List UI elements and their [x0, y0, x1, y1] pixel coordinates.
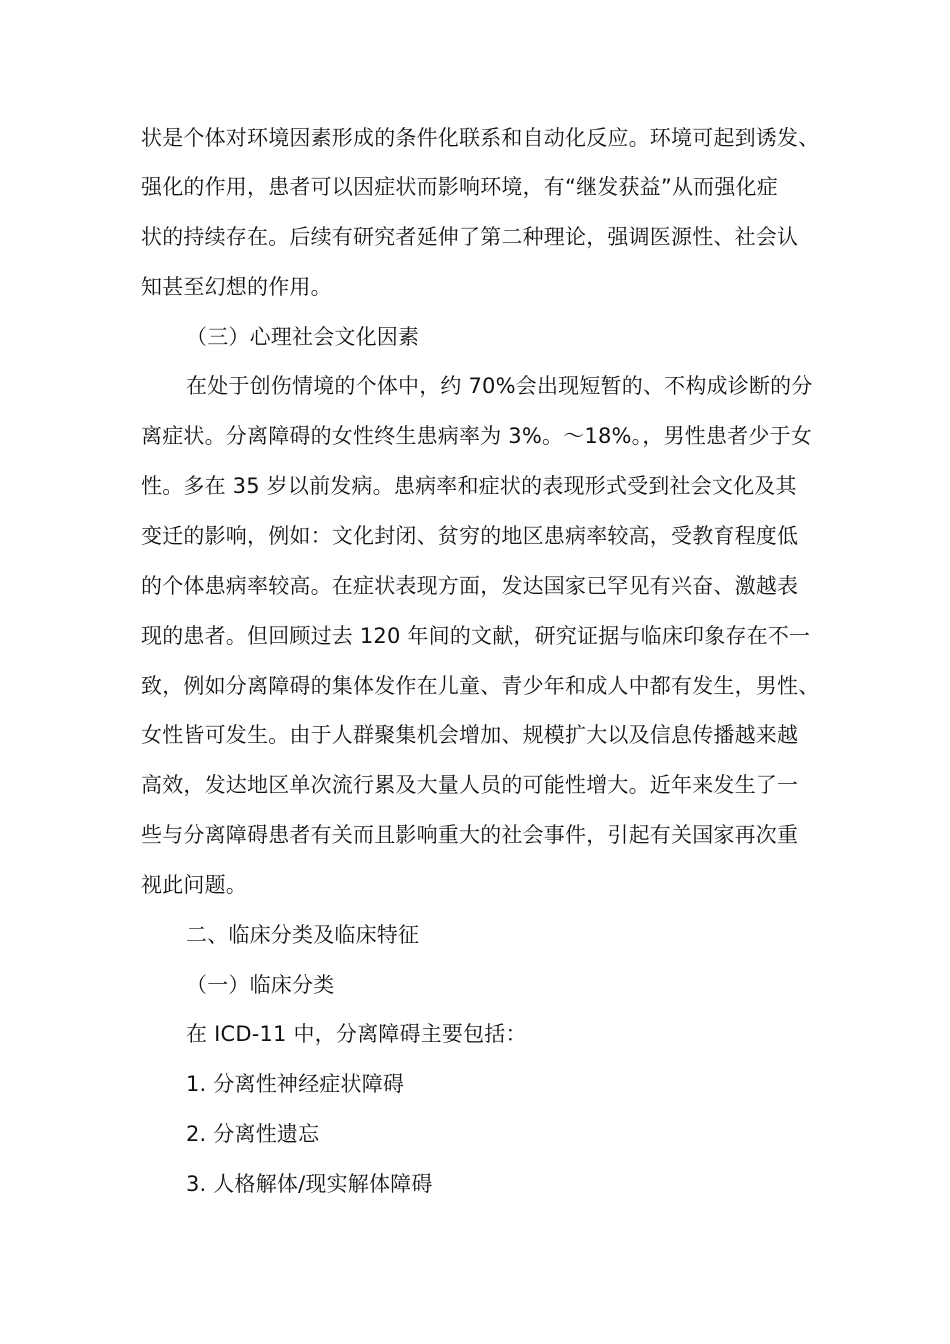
paragraph1-line-1: 状是个体对环境因素形成的条件化联系和自动化反应。环境可起到诱发、 — [141, 126, 820, 150]
list-item: 1. 分离性神经症状障碍 — [186, 1072, 405, 1096]
classification-intro: 在 ICD-11 中，分离障碍主要包括： — [186, 1022, 527, 1046]
paragraph2-line-2: 离症状。分离障碍的女性终生患病率为 3%。～18%。，男性患者少于女 — [141, 424, 812, 448]
paragraph2-line-5: 的个体患病率较高。在症状表现方面，发达国家已罕见有兴奋、激越表 — [141, 574, 799, 598]
section-heading-3: （三）心理社会文化因素 — [186, 325, 420, 349]
paragraph2-line-8: 女性皆可发生。由于人群聚集机会增加、规模扩大以及信息传播越来越 — [141, 723, 799, 747]
part-heading-2: 二、临床分类及临床特征 — [186, 923, 420, 947]
paragraph1-line-3: 状的持续存在。后续有研究者延伸了第二种理论，强调医源性、社会认 — [141, 225, 799, 249]
paragraph2-line-6: 现的患者。但回顾过去 120 年间的文献，研究证据与临床印象存在不一 — [141, 624, 811, 648]
paragraph1-line-2: 强化的作用，患者可以因症状而影响环境，有“继发获益”从而强化症 — [141, 175, 778, 199]
subheading-1: （一）临床分类 — [186, 973, 335, 997]
paragraph2-line-7: 致，例如分离障碍的集体发作在儿童、青少年和成人中都有发生，男性、 — [141, 674, 820, 698]
paragraph2-line-1: 在处于创伤情境的个体中，约 70%会出现短暂的、不构成诊断的分 — [186, 374, 813, 398]
paragraph2-line-10: 些与分离障碍患者有关而且影响重大的社会事件，引起有关国家再次重 — [141, 823, 799, 847]
paragraph2-line-4: 变迁的影响，例如：文化封闭、贫穷的地区患病率较高，受教育程度低 — [141, 524, 799, 548]
list-item: 2. 分离性遗忘 — [186, 1122, 320, 1146]
paragraph1-line-4: 知甚至幻想的作用。 — [141, 275, 332, 299]
list-item: 3. 人格解体/现实解体障碍 — [186, 1172, 433, 1196]
paragraph2-line-3: 性。多在 35 岁以前发病。患病率和症状的表现形式受到社会文化及其 — [141, 474, 797, 498]
paragraph2-line-11: 视此问题。 — [141, 873, 247, 897]
paragraph2-line-9: 高效，发达地区单次流行累及大量人员的可能性增大。近年来发生了一 — [141, 773, 799, 797]
